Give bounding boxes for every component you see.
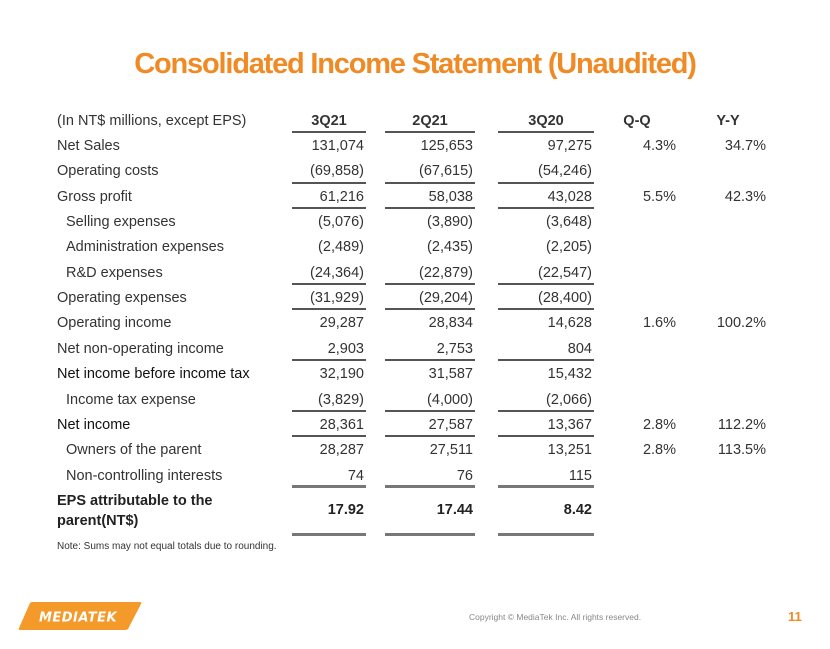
table-row (0, 134, 830, 159)
column-header-yy: Y-Y (716, 113, 740, 129)
rule-line (292, 485, 366, 488)
value-3q21: 28,361 (319, 416, 364, 433)
eps-3q20: 8.42 (563, 502, 592, 518)
table-row (0, 362, 830, 387)
value-2q21: 58,038 (428, 188, 473, 205)
row-label: Income tax expense (66, 391, 196, 408)
value-qq (620, 464, 676, 489)
row-label: Owners of the parent (66, 442, 202, 459)
table-row (0, 185, 830, 210)
rule-line (385, 207, 475, 209)
column-header-qq: Q-Q (623, 113, 651, 129)
column-header-3q21: 3Q21 (311, 113, 347, 129)
table-row (0, 311, 830, 336)
rule-line (498, 308, 594, 310)
row-label: Operating expenses (57, 290, 187, 307)
value-3q21: 61,216 (319, 188, 364, 205)
rule-line (292, 533, 366, 536)
value-3q21: (2,489) (318, 239, 364, 256)
mediatek-logo (18, 600, 142, 631)
row-label: Net non-operating income (57, 340, 224, 357)
eps-2q21: 17.44 (436, 502, 473, 518)
rule-line (385, 359, 475, 361)
value-2q21: 27,587 (428, 416, 473, 433)
value-3q20: (28,400) (537, 290, 592, 307)
value-2q21: (67,615) (418, 163, 473, 180)
value-2q21: 28,834 (428, 315, 473, 332)
value-2q21: (3,890) (427, 214, 473, 231)
rule-line (498, 435, 594, 437)
table-row (0, 235, 830, 260)
page-title: Consolidated Income Statement (Unaudited) (134, 48, 696, 80)
value-qq (620, 362, 676, 387)
value-3q20: 13,251 (547, 442, 592, 459)
row-label: Net income before income tax (57, 366, 250, 383)
value-qq (620, 210, 676, 235)
row-label: Operating income (57, 315, 172, 332)
value-qq (620, 337, 676, 362)
value-qq: 2.8% (642, 442, 676, 459)
rule-line (292, 207, 366, 209)
value-yy (700, 464, 766, 489)
svg-text:MEDIATEK: MEDIATEK (38, 610, 118, 626)
rule-line (498, 410, 594, 412)
value-2q21: 76 (456, 467, 473, 484)
value-qq (620, 388, 676, 413)
rule-line (292, 182, 366, 184)
row-label: Selling expenses (66, 214, 176, 231)
table-row (0, 210, 830, 235)
value-2q21: 2,753 (436, 340, 473, 357)
value-3q20: 13,367 (547, 416, 592, 433)
eps-3q21: 17.92 (327, 502, 364, 518)
row-label: Administration expenses (66, 239, 224, 256)
value-3q21: 29,287 (319, 315, 364, 332)
rule-line (385, 182, 475, 184)
value-3q21: 32,190 (319, 366, 364, 383)
rule-line (385, 131, 475, 133)
value-qq (620, 261, 676, 286)
value-yy (700, 159, 766, 184)
row-label: Non-controlling interests (66, 467, 223, 484)
value-qq: 4.3% (642, 138, 676, 154)
value-3q20: (3,648) (546, 214, 592, 231)
rule-line (498, 207, 594, 209)
value-qq: 1.6% (642, 315, 676, 332)
value-qq: 2.8% (642, 416, 676, 433)
value-yy: 34.7% (724, 138, 766, 154)
column-header-2q21: 2Q21 (412, 113, 448, 129)
table-row (0, 159, 830, 184)
value-yy (700, 235, 766, 260)
rule-line (498, 359, 594, 361)
value-yy (700, 337, 766, 362)
rounding-note: Note: Sums may not equal totals due to rounding. (57, 541, 277, 552)
rule-line (498, 485, 594, 488)
value-qq (620, 286, 676, 311)
row-label: Net Sales (57, 138, 120, 154)
rule-line (385, 410, 475, 412)
value-2q21: (2,435) (427, 239, 473, 256)
value-3q20: 15,432 (547, 366, 592, 383)
value-yy (700, 210, 766, 235)
row-label: R&D expenses (66, 264, 163, 281)
value-3q21: 28,287 (319, 442, 364, 459)
value-yy: 113.5% (717, 442, 766, 459)
rule-line (498, 131, 594, 133)
rule-line (385, 435, 475, 437)
table-row (0, 388, 830, 413)
eps-label: EPS attributable to the parent(NT$) (57, 493, 213, 529)
value-3q20: 97,275 (547, 138, 592, 154)
value-yy (700, 261, 766, 286)
value-3q21: (5,076) (318, 214, 364, 231)
value-qq: 5.5% (642, 188, 676, 205)
value-yy (700, 362, 766, 387)
row-label: Net income (57, 416, 131, 433)
row-label: Gross profit (57, 188, 132, 205)
value-yy: 112.2% (717, 416, 766, 433)
value-yy: 42.3% (724, 188, 766, 205)
value-3q20: (22,547) (537, 264, 592, 281)
rule-line (498, 283, 594, 285)
rule-line (385, 308, 475, 310)
value-3q20: 115 (568, 467, 592, 484)
value-qq (620, 159, 676, 184)
copyright-text: Copyright © MediaTek Inc. All rights reserved. (469, 612, 642, 622)
value-3q21: 131,074 (311, 138, 364, 154)
value-3q21: 74 (347, 467, 364, 484)
rule-line (292, 359, 366, 361)
value-yy (700, 388, 766, 413)
table-row (0, 261, 830, 286)
value-qq (620, 235, 676, 260)
value-3q21: (3,829) (318, 391, 364, 408)
rule-line (385, 533, 475, 536)
rule-line (385, 283, 475, 285)
value-2q21: 125,653 (420, 138, 473, 154)
value-2q21: 27,511 (429, 442, 473, 459)
value-3q21: 2,903 (327, 340, 364, 357)
column-header-3q20: 3Q20 (528, 113, 564, 129)
value-3q20: (54,246) (537, 163, 592, 180)
rule-line (292, 410, 366, 412)
value-3q20: (2,205) (546, 239, 592, 256)
value-3q20: (2,066) (546, 391, 592, 408)
value-3q21: (69,858) (309, 163, 364, 180)
rule-line (292, 283, 366, 285)
value-yy (700, 286, 766, 311)
rule-line (292, 308, 366, 310)
value-3q20: 804 (567, 340, 592, 357)
value-2q21: (22,879) (418, 264, 473, 281)
value-3q20: 14,628 (547, 315, 592, 332)
value-3q21: (31,929) (309, 290, 364, 307)
value-3q21: (24,364) (309, 264, 364, 281)
value-3q20: 43,028 (547, 188, 592, 205)
rule-line (498, 182, 594, 184)
value-2q21: (4,000) (427, 391, 473, 408)
table-row (0, 438, 830, 463)
row-label: Operating costs (57, 163, 159, 180)
value-2q21: 31,587 (428, 366, 473, 383)
rule-line (498, 533, 594, 536)
rule-line (385, 485, 475, 488)
unit-label: (In NT$ millions, except EPS) (57, 113, 247, 129)
value-yy: 100.2% (716, 315, 766, 332)
value-2q21: (29,204) (418, 290, 473, 307)
page-number: 11 (788, 609, 802, 624)
rule-line (292, 435, 366, 437)
rule-line (292, 131, 366, 133)
